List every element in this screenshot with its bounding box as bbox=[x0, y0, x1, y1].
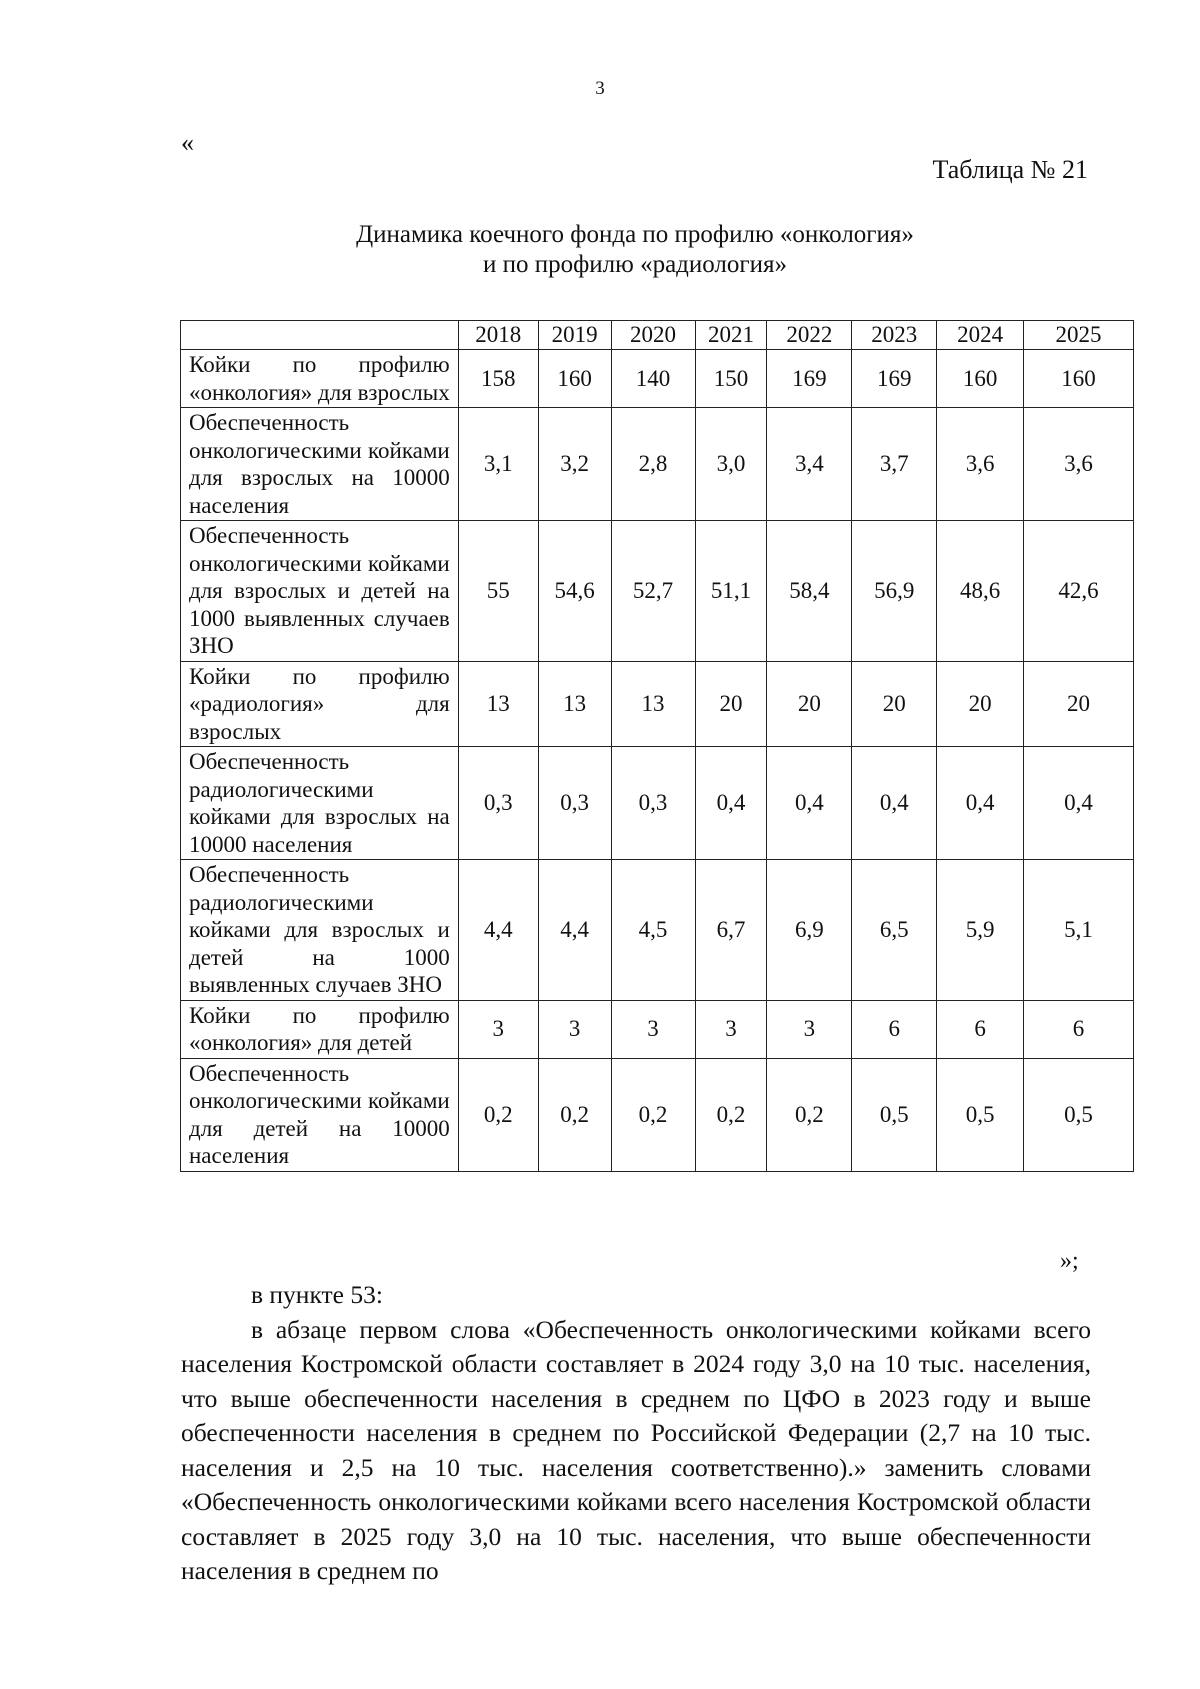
table-title bbox=[0, 220, 1200, 280]
value-cell: 169 bbox=[852, 350, 937, 408]
value-cell: 0,4 bbox=[767, 747, 852, 860]
opening-quote-mark: « bbox=[181, 128, 194, 157]
value-cell: 6,7 bbox=[695, 860, 767, 1001]
value-cell: 3,2 bbox=[538, 408, 611, 521]
value-cell: 58,4 bbox=[767, 521, 852, 662]
value-cell: 160 bbox=[1024, 350, 1134, 408]
table-row bbox=[181, 747, 1134, 860]
table-row bbox=[181, 521, 1134, 662]
header-year: 2023 bbox=[852, 321, 937, 350]
value-cell: 20 bbox=[695, 661, 767, 747]
value-cell: 3,1 bbox=[458, 408, 538, 521]
header-year: 2025 bbox=[1024, 321, 1134, 350]
value-cell: 0,3 bbox=[458, 747, 538, 860]
value-cell: 4,5 bbox=[611, 860, 695, 1001]
paragraph-point-53: в пункте 53: bbox=[251, 1280, 383, 1309]
value-cell: 3 bbox=[611, 1000, 695, 1058]
header-year: 2021 bbox=[695, 321, 767, 350]
value-cell: 54,6 bbox=[538, 521, 611, 662]
value-cell: 4,4 bbox=[458, 860, 538, 1001]
value-cell: 3,4 bbox=[767, 408, 852, 521]
row-label: Койки по профилю «онкология» для взрослых bbox=[181, 350, 459, 408]
row-label: Обеспеченность онкологическими койками для взрослых на 10000 населения bbox=[181, 408, 459, 521]
value-cell: 0,4 bbox=[937, 747, 1024, 860]
value-cell: 0,5 bbox=[852, 1058, 937, 1171]
row-label: Койки по профилю «радиология» для взрослых bbox=[181, 661, 459, 747]
value-cell: 169 bbox=[767, 350, 852, 408]
value-cell: 3 bbox=[695, 1000, 767, 1058]
value-cell: 0,3 bbox=[538, 747, 611, 860]
table-label: Таблица № 21 bbox=[932, 155, 1088, 184]
value-cell: 0,2 bbox=[611, 1058, 695, 1171]
value-cell: 13 bbox=[611, 661, 695, 747]
value-cell: 0,4 bbox=[695, 747, 767, 860]
value-cell: 6 bbox=[1024, 1000, 1134, 1058]
value-cell: 6 bbox=[852, 1000, 937, 1058]
value-cell: 0,4 bbox=[852, 747, 937, 860]
row-label: Обеспеченность онкологическими койками для взрослых и детей на 1000 выявленных случаев ЗНО bbox=[181, 521, 459, 662]
value-cell: 13 bbox=[458, 661, 538, 747]
value-cell: 5,9 bbox=[937, 860, 1024, 1001]
value-cell: 52,7 bbox=[611, 521, 695, 662]
value-cell: 3,6 bbox=[1024, 408, 1134, 521]
value-cell: 0,2 bbox=[695, 1058, 767, 1171]
header-year: 2019 bbox=[538, 321, 611, 350]
table-title-line-2: и по профилю «радиология» bbox=[482, 251, 788, 278]
value-cell: 3 bbox=[458, 1000, 538, 1058]
value-cell: 56,9 bbox=[852, 521, 937, 662]
value-cell: 0,2 bbox=[767, 1058, 852, 1171]
value-cell: 42,6 bbox=[1024, 521, 1134, 662]
value-cell: 5,1 bbox=[1024, 860, 1134, 1001]
value-cell: 160 bbox=[937, 350, 1024, 408]
value-cell: 6,5 bbox=[852, 860, 937, 1001]
value-cell: 4,4 bbox=[538, 860, 611, 1001]
value-cell: 0,2 bbox=[458, 1058, 538, 1171]
value-cell: 51,1 bbox=[695, 521, 767, 662]
value-cell: 20 bbox=[1024, 661, 1134, 747]
value-cell: 3,0 bbox=[695, 408, 767, 521]
value-cell: 13 bbox=[538, 661, 611, 747]
value-cell: 150 bbox=[695, 350, 767, 408]
value-cell: 0,5 bbox=[937, 1058, 1024, 1171]
table-row bbox=[181, 408, 1134, 521]
value-cell: 158 bbox=[458, 350, 538, 408]
paragraph-replacement-text: в абзаце первом слова «Обеспеченность онкологическими койками всего населения Костромской области составляет в 2024 году 3,0 на 10 тыс. населения, что выше обеспеченности населения в среднем по ЦФО в 2023 году и выше обеспеченности населения в среднем по Российской Федерации (2,7 на 10 тыс. населения и 2,5 на 10 тыс. населения соответственно).» заменить словами «Обеспеченность онкологическими койками всего населения Костромской области составляет в 2025 году 3,0 на 10 тыс. населения, что выше обеспеченности населения в среднем по bbox=[181, 1314, 1091, 1585]
value-cell: 3 bbox=[538, 1000, 611, 1058]
value-cell: 0,2 bbox=[538, 1058, 611, 1171]
value-cell: 0,4 bbox=[1024, 747, 1134, 860]
value-cell: 20 bbox=[852, 661, 937, 747]
value-cell: 6,9 bbox=[767, 860, 852, 1001]
table-row bbox=[181, 350, 1134, 408]
bed-capacity-table bbox=[180, 320, 1134, 1172]
header-empty-cell bbox=[181, 321, 459, 350]
row-label: Обеспеченность радиологическими койками для взрослых и детей на 1000 выявленных случаев ЗНО bbox=[181, 860, 459, 1001]
table-row bbox=[181, 860, 1134, 1001]
table-header-row bbox=[181, 321, 1134, 350]
value-cell: 3,6 bbox=[937, 408, 1024, 521]
table-row bbox=[181, 661, 1134, 747]
row-label: Обеспеченность онкологическими койками для детей на 10000 населения bbox=[181, 1058, 459, 1171]
closing-quote-mark: »; bbox=[1060, 1248, 1079, 1274]
header-year: 2022 bbox=[767, 321, 852, 350]
value-cell: 3,7 bbox=[852, 408, 937, 521]
value-cell: 160 bbox=[538, 350, 611, 408]
value-cell: 2,8 bbox=[611, 408, 695, 521]
table-title-line-1: Динамика коечного фонда по профилю «онкология» bbox=[356, 221, 914, 248]
value-cell: 20 bbox=[767, 661, 852, 747]
page-number: 3 bbox=[595, 78, 605, 99]
value-cell: 55 bbox=[458, 521, 538, 662]
header-year: 2018 bbox=[458, 321, 538, 350]
value-cell: 48,6 bbox=[937, 521, 1024, 662]
value-cell: 0,5 bbox=[1024, 1058, 1134, 1171]
value-cell: 3 bbox=[767, 1000, 852, 1058]
header-year: 2024 bbox=[937, 321, 1024, 350]
row-label: Койки по профилю «онкология» для детей bbox=[181, 1000, 459, 1058]
value-cell: 6 bbox=[937, 1000, 1024, 1058]
table-row bbox=[181, 1058, 1134, 1171]
body-text bbox=[181, 1278, 1091, 1589]
table-row bbox=[181, 1000, 1134, 1058]
value-cell: 0,3 bbox=[611, 747, 695, 860]
header-year: 2020 bbox=[611, 321, 695, 350]
value-cell: 20 bbox=[937, 661, 1024, 747]
value-cell: 140 bbox=[611, 350, 695, 408]
row-label: Обеспеченность радиологическими койками для взрослых на 10000 населения bbox=[181, 747, 459, 860]
